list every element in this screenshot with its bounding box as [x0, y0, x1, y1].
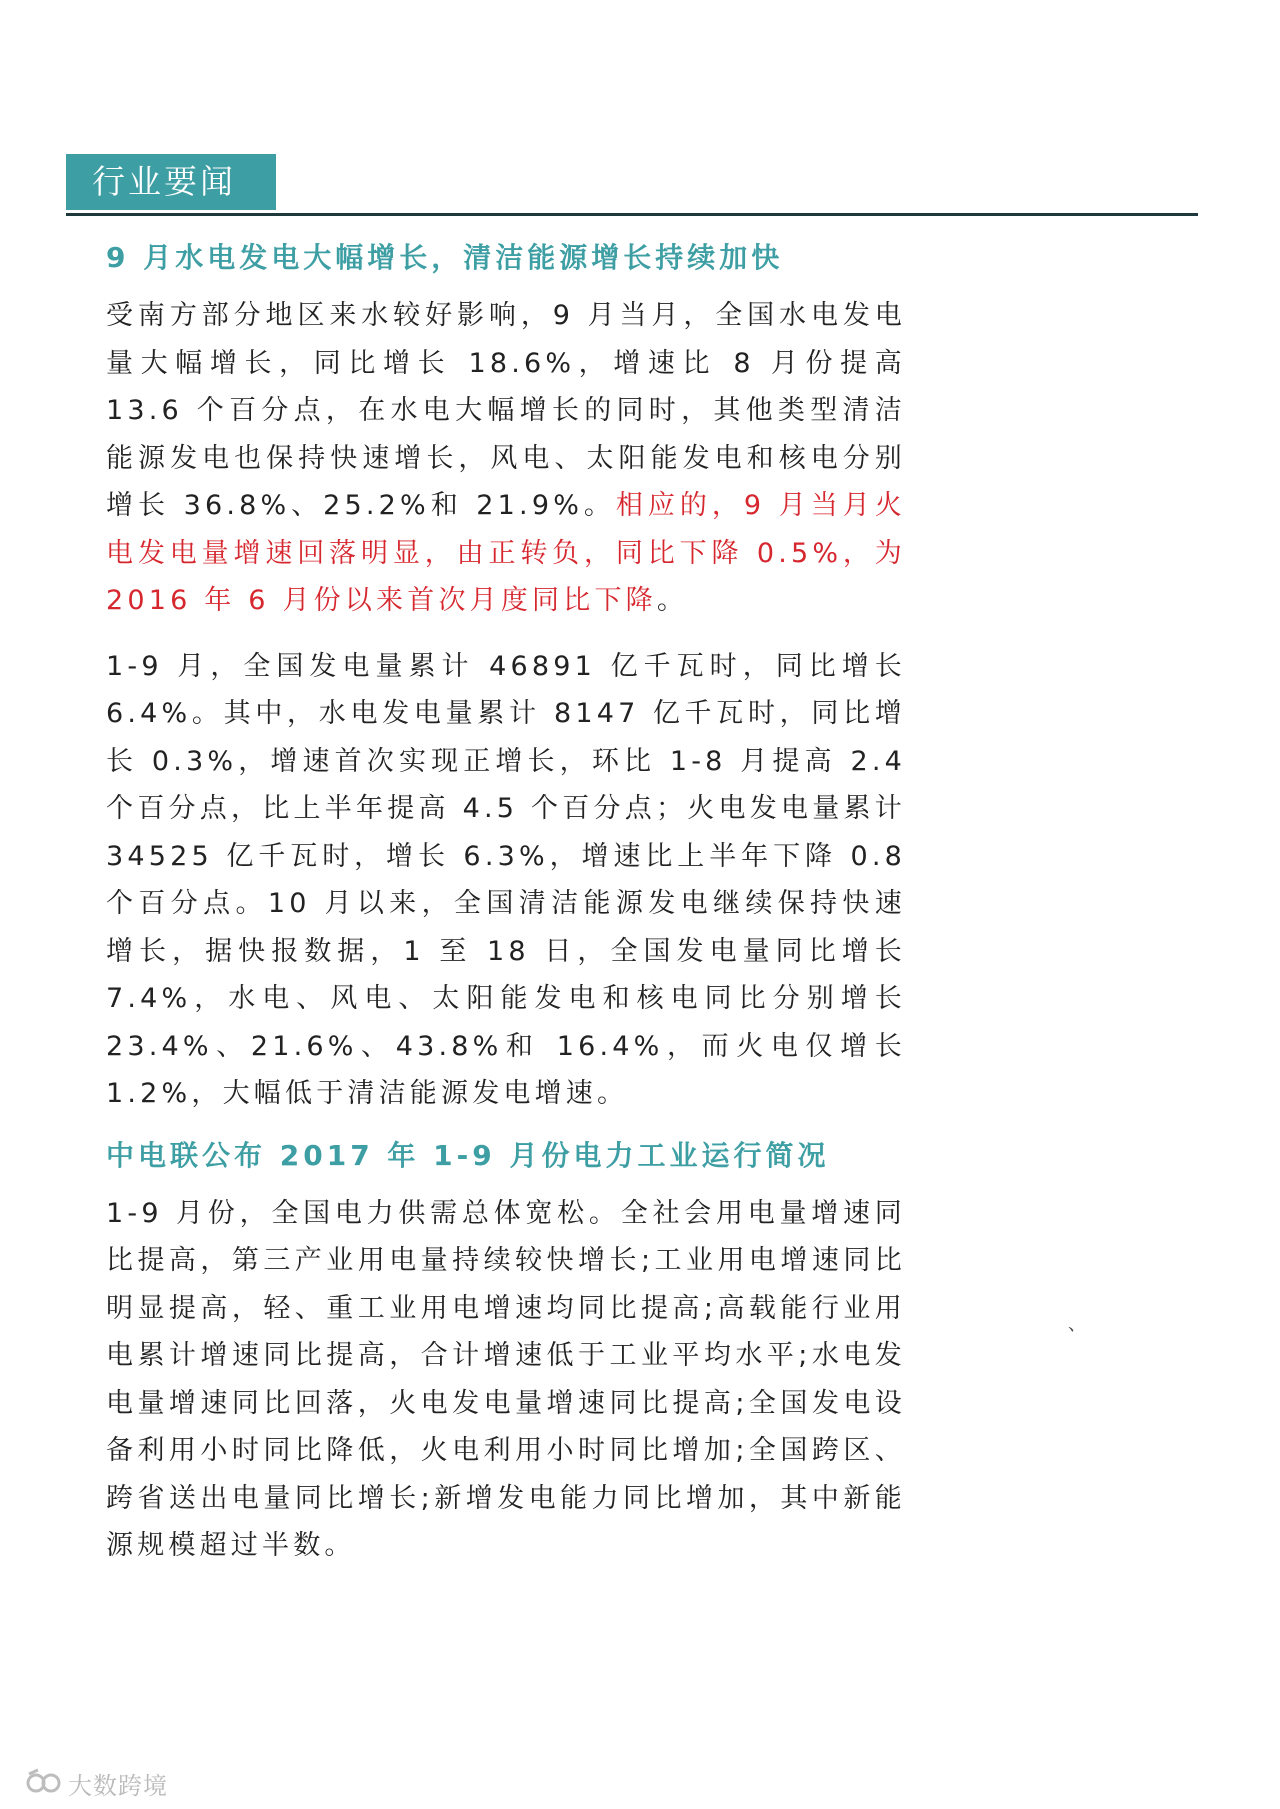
article-column: [106, 238, 906, 1588]
article-paragraph: 1-9 月，全国发电量累计 46891 亿千瓦时，同比增长 6.4%。其中，水电发电量累计 8147 亿千瓦时，同比增长 0.3%，增速首次实现正增长，环比 1-8 月提高 2.4 个百分点，比上半年提高 4.5 个百分点；火电发电量累计 34525 亿千瓦时，增长 6.3%，增速比上半年下降 0.8 个百分点。10 月以来，全国清洁能源发电继续保持快速增长，据快报数据，1 至 18 日，全国发电量同比增长 7.4%，水电、风电、太阳能发电和核电同比分别增长 23.4%、21.6%、43.8%和 16.4%，而火电仅增长 1.2%，大幅低于清洁能源发电增速。: [106, 650, 906, 1109]
article-headline: 中电联公布 2017 年 1-9 月份电力工业运行简况: [106, 1138, 830, 1172]
section-divider: [66, 213, 1198, 216]
article-paragraph: [106, 292, 906, 625]
stray-mark: 、: [1068, 1314, 1086, 1335]
section-title: 行业要闻: [66, 154, 276, 210]
paragraph-text: 受南方部分地区来水较好影响，9 月当月，全国水电发电量大幅增长，同比增长 18.6%，增速比 8 月份提高 13.6 个百分点，在水电大幅增长的同时，其他类型清洁能源发电也保持快速增长，风电、太阳能发电和核电分别增长 36.8%、25.2%和 21.9%。: [106, 300, 906, 521]
watermark: [26, 1766, 168, 1800]
article-paragraph: 1-9 月份，全国电力供需总体宽松。全社会用电量增速同比提高，第三产业用电量持续较快增长;工业用电增速同比明显提高，轻、重工业用电增速均同比提高;高载能行业用电累计增速同比提高，合计增速低于工业平均水平;水电发电量增速同比回落，火电发电量增速同比提高;全国发电设备利用小时同比降低，火电利用小时同比增加;全国跨区、跨省送出电量同比增长;新增发电能力同比增加，其中新能源规模超过半数。: [106, 1197, 906, 1561]
article-headline: 9 月水电发电大幅增长，清洁能源增长持续加快: [106, 241, 784, 274]
highlighted-text: 相应的，9 月当月火电发电量增速回落明显，由正转负，同比下降 0.5%，为 2016 年 6 月份以来首次月度同比下降: [106, 490, 906, 616]
watermark-text: 大数跨境: [68, 1771, 168, 1800]
paragraph-text: 。: [656, 585, 689, 616]
section-header: [66, 154, 1198, 216]
dashuju-logo-icon: [26, 1768, 62, 1798]
